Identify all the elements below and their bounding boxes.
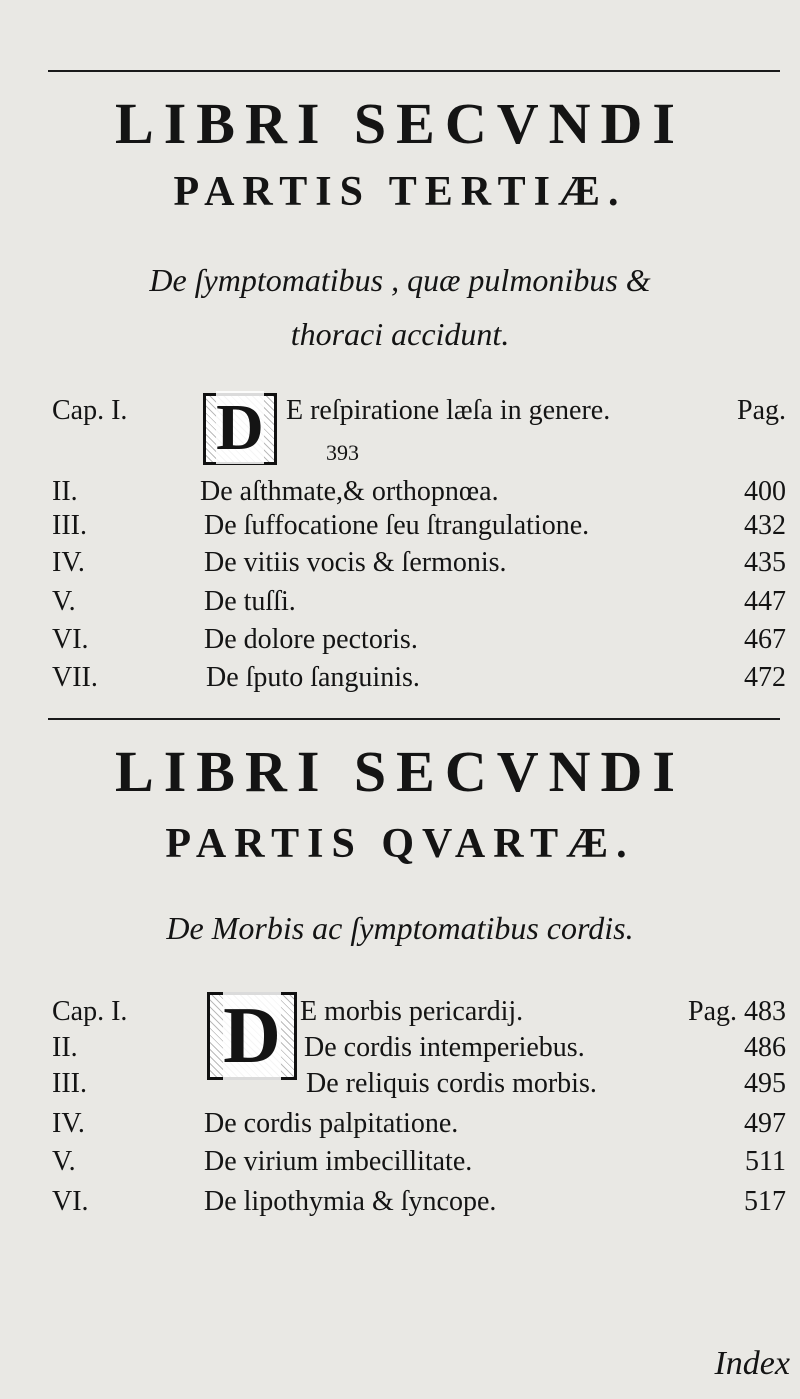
toc-row bbox=[0, 662, 800, 698]
section1-subtitle-heading: PARTIS TERTIÆ. bbox=[173, 169, 627, 215]
chapter-title: De vitiis vocis & ſermonis. bbox=[204, 547, 507, 578]
toc-row bbox=[0, 1146, 800, 1182]
chapter-number: Cap. I. bbox=[52, 395, 128, 426]
section2-subtitle-heading: PARTIS QVARTÆ. bbox=[165, 821, 635, 867]
page-number: 497 bbox=[744, 1108, 786, 1139]
section1-description-line2: thoraci accidunt. bbox=[290, 316, 510, 352]
page-number: 435 bbox=[744, 547, 786, 578]
chapter-number: II. bbox=[52, 1032, 78, 1063]
chapter-title: De aſthmate,& orthopnœa. bbox=[200, 476, 499, 507]
chapter-title: E morbis pericardij. bbox=[300, 996, 524, 1027]
chapter-title: De reliquis cordis morbis. bbox=[306, 1068, 597, 1099]
chapter-number: IV. bbox=[52, 547, 85, 578]
section-divider-rule bbox=[48, 718, 780, 720]
chapter-title: De ſuffocatione ſeu ſtrangulatione. bbox=[204, 510, 590, 541]
chapter-number: IV. bbox=[52, 1108, 85, 1139]
page-number: 467 bbox=[744, 624, 786, 655]
page-number: 472 bbox=[744, 662, 786, 693]
toc-row bbox=[0, 1068, 800, 1104]
page-number: Pag. bbox=[737, 395, 786, 426]
chapter-number: III. bbox=[52, 510, 87, 541]
chapter-number: II. bbox=[52, 476, 78, 507]
decorated-initial: D bbox=[207, 992, 297, 1080]
toc-row bbox=[0, 1108, 800, 1144]
toc-row bbox=[0, 624, 800, 660]
section1-title: LIBRI SECVNDI bbox=[115, 91, 685, 156]
toc-row bbox=[0, 547, 800, 583]
section2-title: LIBRI SECVNDI bbox=[115, 739, 685, 804]
chapter-number: V. bbox=[52, 586, 76, 617]
chapter-title: De cordis palpitatione. bbox=[204, 1108, 459, 1139]
chapter-number: III. bbox=[52, 1068, 87, 1099]
chapter-number: VI. bbox=[52, 624, 89, 655]
chapter-title: De cordis intemperiebus. bbox=[304, 1032, 585, 1063]
page-number: 495 bbox=[744, 1068, 786, 1099]
chapter-number: Cap. I. bbox=[52, 996, 128, 1027]
toc-row-page-continued bbox=[0, 440, 800, 476]
section2-description: De Morbis ac ſymptomatibus cordis. bbox=[166, 910, 634, 946]
catchword: Index bbox=[714, 1345, 790, 1382]
page-number: 447 bbox=[744, 586, 786, 617]
toc-row bbox=[0, 510, 800, 546]
page-number: 486 bbox=[744, 1032, 786, 1063]
top-rule bbox=[48, 70, 780, 72]
toc-row bbox=[0, 586, 800, 622]
page-number: 400 bbox=[744, 476, 786, 507]
toc-row bbox=[0, 1186, 800, 1222]
chapter-number: VII. bbox=[52, 662, 98, 693]
decorated-initial: D bbox=[203, 393, 277, 465]
toc-row bbox=[0, 1032, 800, 1068]
section1-description-line1: De ſymptomatibus , quæ pulmonibus & bbox=[149, 262, 651, 298]
toc-row bbox=[0, 476, 800, 512]
chapter-number: V. bbox=[52, 1146, 76, 1177]
chapter-title: E reſpiratione læſa in genere. bbox=[286, 395, 611, 426]
chapter-title: De tuſſi. bbox=[204, 586, 296, 617]
page-number: 393 bbox=[326, 440, 359, 465]
page-number: 511 bbox=[745, 1146, 786, 1177]
chapter-number: VI. bbox=[52, 1186, 89, 1217]
page-number: 432 bbox=[744, 510, 786, 541]
page-number: Pag. 483 bbox=[688, 996, 786, 1027]
page-number: 517 bbox=[744, 1186, 786, 1217]
chapter-title: De virium imbecillitate. bbox=[204, 1146, 473, 1177]
chapter-title: De lipothymia & ſyncope. bbox=[204, 1186, 497, 1217]
chapter-title: De ſputo ſanguinis. bbox=[206, 662, 420, 693]
chapter-title: De dolore pectoris. bbox=[204, 624, 418, 655]
